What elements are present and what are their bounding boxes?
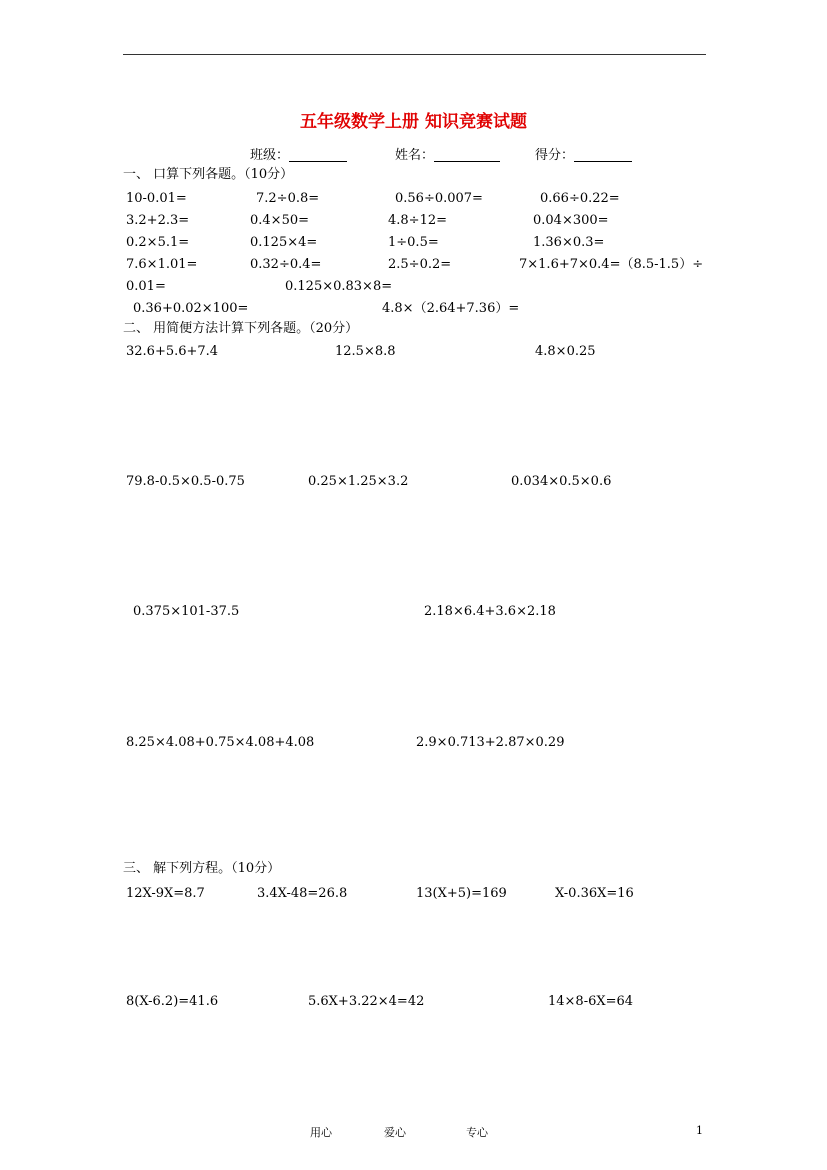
footer-middle: 爱心 xyxy=(384,1126,406,1139)
section3-heading: 三、 解下列方程。（10分） xyxy=(123,861,281,876)
oral-problem: 3.2+2.3= xyxy=(126,213,190,228)
equation-problem: X-0.36X=16 xyxy=(555,886,634,901)
simplify-problem: 32.6+5.6+7.4 xyxy=(126,344,219,359)
score-blank[interactable] xyxy=(574,147,632,162)
oral-problem: 7×1.6+7×0.4=（8.5-1.5）÷ xyxy=(519,257,704,272)
equation-problem: 8(X-6.2)=41.6 xyxy=(126,994,219,1009)
oral-problem: 1÷0.5= xyxy=(388,235,439,250)
equation-problem: 5.6X+3.22×4=42 xyxy=(308,994,425,1009)
oral-problem: 0.56÷0.007= xyxy=(395,191,483,206)
score-label: 得分： xyxy=(535,148,575,163)
oral-problem: 4.8×（2.64+7.36）= xyxy=(382,301,520,316)
oral-problem: 4.8÷12= xyxy=(388,213,448,228)
equation-problem: 12X-9X=8.7 xyxy=(126,886,205,901)
oral-problem: 0.32÷0.4= xyxy=(250,257,322,272)
oral-problem: 2.5÷0.2= xyxy=(388,257,452,272)
oral-problem: 10-0.01= xyxy=(126,191,187,206)
equation-problem: 3.4X-48=26.8 xyxy=(257,886,348,901)
simplify-problem: 4.8×0.25 xyxy=(535,344,596,359)
oral-problem: 7.2÷0.8= xyxy=(256,191,320,206)
oral-problem: 0.4×50= xyxy=(250,213,310,228)
simplify-problem: 2.18×6.4+3.6×2.18 xyxy=(424,604,556,619)
simplify-problem: 0.375×101-37.5 xyxy=(133,604,240,619)
simplify-problem: 79.8-0.5×0.5-0.75 xyxy=(126,474,245,489)
oral-problem: 7.6×1.01= xyxy=(126,257,198,272)
oral-problem: 0.66÷0.22= xyxy=(540,191,620,206)
equation-problem: 14×8-6X=64 xyxy=(548,994,634,1009)
page-number: 1 xyxy=(696,1124,703,1137)
class-label: 班级： xyxy=(250,148,290,163)
footer-left: 用心 xyxy=(310,1126,332,1139)
oral-problem: 0.125×4= xyxy=(250,235,318,250)
footer-right: 专心 xyxy=(466,1126,488,1139)
class-blank[interactable] xyxy=(289,147,347,162)
name-field xyxy=(395,147,500,162)
oral-problem: 0.125×0.83×8= xyxy=(285,279,393,294)
oral-problem: 0.01= xyxy=(126,279,166,294)
name-blank[interactable] xyxy=(434,147,500,162)
simplify-problem: 0.25×1.25×3.2 xyxy=(308,474,409,489)
section1-heading: 一、 口算下列各题。（10分） xyxy=(123,167,294,182)
simplify-problem: 2.9×0.713+2.87×0.29 xyxy=(416,735,565,750)
name-label: 姓名： xyxy=(395,148,435,163)
equation-problem: 13(X+5)=169 xyxy=(416,886,507,901)
simplify-problem: 0.034×0.5×0.6 xyxy=(511,474,612,489)
header-rule xyxy=(123,54,706,55)
oral-problem: 0.04×300= xyxy=(533,213,609,228)
simplify-problem: 8.25×4.08+0.75×4.08+4.08 xyxy=(126,735,315,750)
oral-problem: 0.36+0.02×100= xyxy=(133,301,249,316)
section2-heading: 二、 用简便方法计算下列各题。（20分） xyxy=(123,321,359,336)
score-field xyxy=(535,147,632,162)
oral-problem: 0.2×5.1= xyxy=(126,235,190,250)
simplify-problem: 12.5×8.8 xyxy=(335,344,396,359)
oral-problem: 1.36×0.3= xyxy=(533,235,605,250)
page-title: 五年级数学上册 知识竞赛试题 xyxy=(300,112,527,132)
class-field xyxy=(250,147,347,162)
